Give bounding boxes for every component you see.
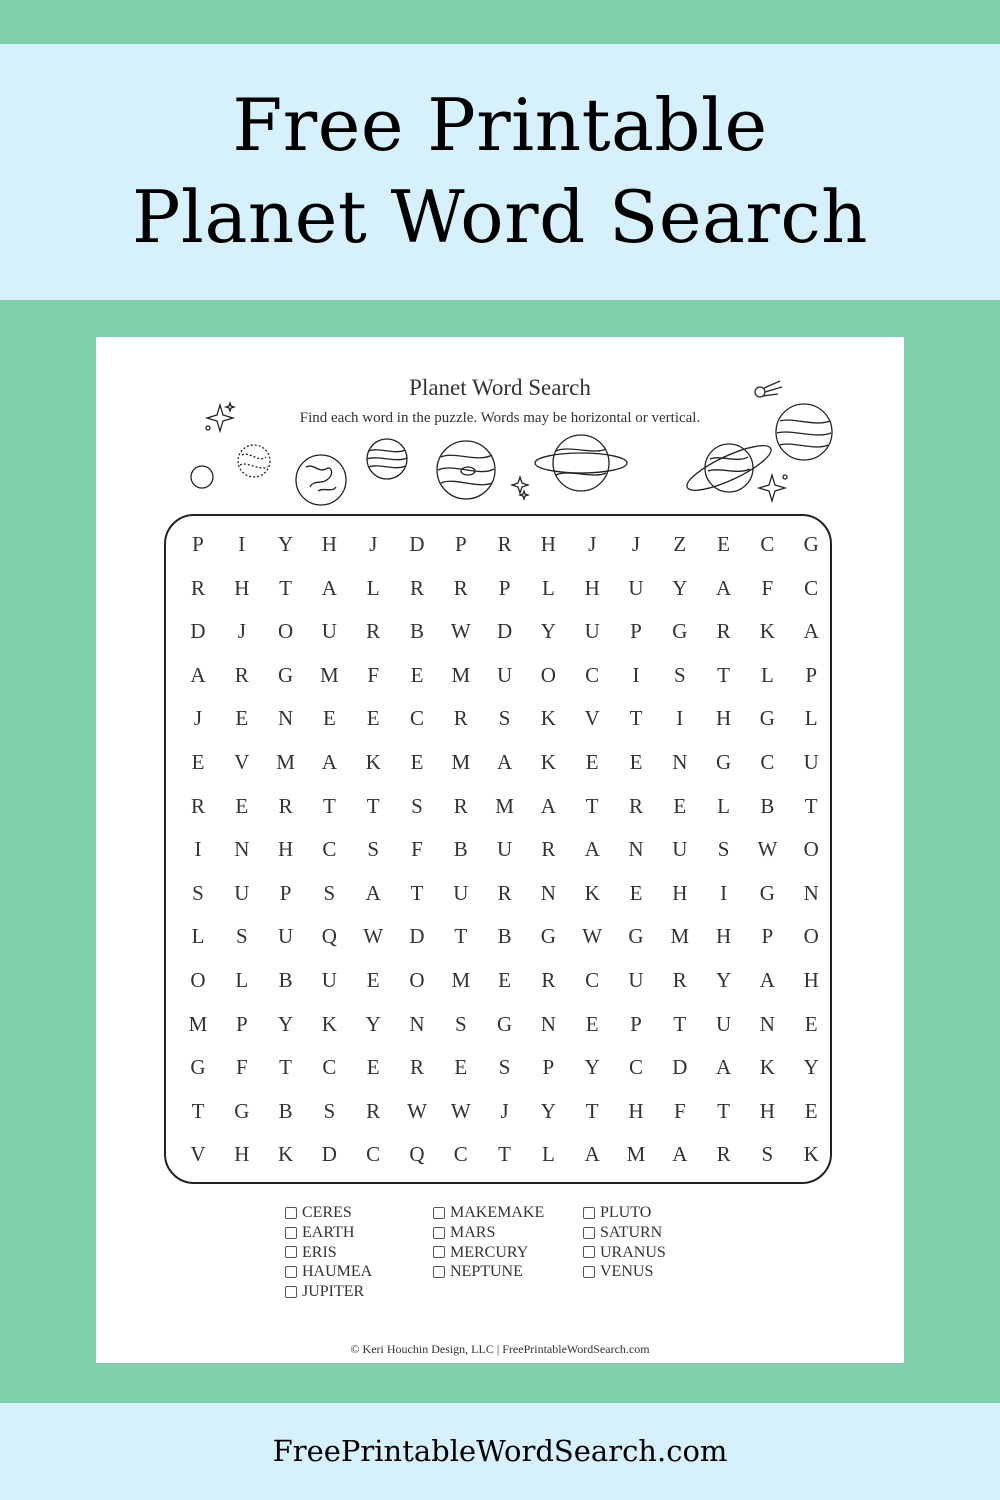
worksheet <box>96 337 904 1363</box>
grid-letter: W <box>450 1098 471 1123</box>
grid-letter: H <box>716 706 732 731</box>
grid-letter: M <box>188 1011 208 1036</box>
grid-letter: E <box>629 880 643 905</box>
grid-letter: P <box>235 1011 248 1036</box>
grid-letter: T <box>366 793 380 818</box>
grid-letter: A <box>759 968 775 992</box>
grid-letter: R <box>672 968 687 992</box>
word-item <box>433 1262 544 1282</box>
grid-letter: L <box>717 793 730 818</box>
grid-letter: K <box>584 880 600 905</box>
grid-letter: H <box>278 837 294 862</box>
grid-letter: C <box>804 575 819 600</box>
grid-letter: F <box>367 662 380 687</box>
grid-letter: A <box>716 575 732 600</box>
grid-letter: N <box>234 837 250 862</box>
word-label: URANUS <box>600 1243 666 1261</box>
grid-letter: T <box>717 1098 730 1123</box>
grid-letter: R <box>628 793 643 818</box>
word-checkbox[interactable] <box>583 1207 595 1219</box>
grid-letter: M <box>626 1142 646 1167</box>
grid-letter: E <box>191 750 205 774</box>
grid-letter: C <box>585 968 600 992</box>
grid-letter: P <box>192 532 204 556</box>
grid-letter: U <box>628 968 644 992</box>
grid-letter: T <box>717 662 730 687</box>
grid-letter: H <box>584 575 600 600</box>
grid-letter: T <box>279 1055 292 1080</box>
grid-letter: A <box>584 1142 600 1167</box>
grid-letter: V <box>190 1142 206 1167</box>
word-column <box>433 1203 544 1282</box>
grid-letter: H <box>321 532 337 556</box>
site-url: FreePrintableWordSearch.com <box>272 1434 728 1468</box>
grid-letter: C <box>453 1142 468 1167</box>
grid-letter: L <box>191 924 205 949</box>
grid-letter: G <box>278 662 294 687</box>
grid-letter: S <box>454 1011 467 1036</box>
grid-letter: B <box>278 968 293 992</box>
grid-letter: U <box>234 880 250 905</box>
grid-letter: G <box>628 924 644 949</box>
grid-letter: F <box>411 837 423 862</box>
grid-letter: G <box>190 1055 206 1080</box>
word-checkbox[interactable] <box>433 1246 445 1258</box>
grid-letter: T <box>454 924 468 949</box>
grid-letter: E <box>410 750 424 774</box>
grid-letter: C <box>409 706 424 731</box>
striped-planet-icon <box>367 439 407 479</box>
grid-letter: U <box>628 575 644 600</box>
grid-letter: C <box>366 1142 381 1167</box>
grid-letter: G <box>759 706 775 731</box>
letter-grid <box>164 514 832 1184</box>
grid-letter: N <box>803 880 819 905</box>
grid-letter: T <box>585 1098 599 1123</box>
grid-letter: E <box>410 662 424 687</box>
header-title-line-2: Planet Word Search <box>131 175 869 259</box>
grid-letter: P <box>630 1011 642 1036</box>
sparkle-icon <box>759 475 787 501</box>
planet-illustrations <box>96 337 904 517</box>
grid-letter: I <box>632 662 640 687</box>
grid-letter: N <box>540 1011 556 1036</box>
grid-letter: A <box>321 575 337 600</box>
word-item <box>285 1223 372 1243</box>
header-banner <box>0 44 1000 300</box>
word-label: PLUTO <box>600 1203 652 1221</box>
grid-letter: U <box>716 1011 732 1036</box>
grid-letter: T <box>629 706 643 731</box>
grid-letter: J <box>369 532 378 556</box>
word-checkbox[interactable] <box>433 1266 445 1278</box>
grid-letter: T <box>804 793 818 818</box>
grid-letter: E <box>585 1011 599 1036</box>
grid-letter: R <box>190 793 205 818</box>
grid-letter: A <box>321 750 337 774</box>
word-checkbox[interactable] <box>285 1286 297 1298</box>
grid-letter: G <box>672 619 688 644</box>
grid-letter: H <box>628 1098 644 1123</box>
grid-letter: U <box>453 880 469 905</box>
grid-letter: T <box>673 1011 687 1036</box>
grid-letter: Y <box>540 619 556 644</box>
grid-letter: P <box>498 575 511 600</box>
grid-letter: A <box>672 1142 688 1167</box>
word-label: MARS <box>450 1223 496 1241</box>
grid-letter: O <box>190 968 206 992</box>
grid-letter: A <box>365 880 381 905</box>
grid-letter: S <box>673 662 686 687</box>
grid-letter: E <box>717 532 730 556</box>
grid-letter: P <box>630 619 642 644</box>
grid-letter: I <box>194 837 202 862</box>
grid-letter: K <box>759 619 775 644</box>
word-item <box>433 1203 544 1223</box>
sparkle-icon <box>512 477 528 499</box>
word-label: SATURN <box>600 1223 663 1241</box>
grid-letter: C <box>585 662 600 687</box>
grid-letter: A <box>584 837 600 862</box>
grid-letter: R <box>366 1098 381 1123</box>
grid-letter: J <box>237 619 246 644</box>
word-item <box>285 1262 372 1282</box>
grid-letter: U <box>497 837 513 862</box>
grid-letter: C <box>760 532 775 556</box>
grid-letter: W <box>363 924 384 949</box>
grid-letter: H <box>716 924 732 949</box>
grid-letter: Q <box>321 924 337 949</box>
grid-letter: G <box>234 1098 250 1123</box>
grid-letter: B <box>497 924 512 949</box>
grid-letter: E <box>498 968 511 992</box>
grid-letter: J <box>588 532 597 556</box>
grid-letter: O <box>803 837 819 862</box>
grid-letter: U <box>803 750 819 774</box>
grid-letter: I <box>720 880 728 905</box>
grid-letter: N <box>540 880 556 905</box>
word-item <box>285 1203 372 1223</box>
word-label: MERCURY <box>450 1243 529 1261</box>
grid-letter: N <box>672 750 688 774</box>
grid-letter: U <box>584 619 600 644</box>
grid-letter: E <box>235 706 249 731</box>
grid-letter: M <box>495 793 514 818</box>
grid-letter: E <box>585 750 599 774</box>
grid-letter: R <box>409 575 424 600</box>
grid-letter: E <box>454 1055 468 1080</box>
small-moon-icon <box>191 466 213 488</box>
copyright-note: © Keri Houchin Design, LLC | FreePrintableWordSearch.com <box>350 1342 650 1356</box>
grid-letter: K <box>365 750 381 774</box>
grid-letter: J <box>500 1098 509 1123</box>
grid-letter: K <box>759 1055 775 1080</box>
grid-letter: R <box>716 619 731 644</box>
grid-letter: I <box>238 532 246 556</box>
grid-letter: O <box>540 662 556 687</box>
grid-letter: E <box>804 1098 818 1123</box>
grid-letter: B <box>278 1098 293 1123</box>
word-item <box>433 1243 544 1263</box>
grid-letter: T <box>498 1142 511 1167</box>
grid-letter: E <box>235 793 249 818</box>
grid-letter: E <box>366 968 380 992</box>
jupiter-icon <box>437 441 495 499</box>
grid-letter: B <box>409 619 424 644</box>
grid-letter: M <box>451 968 471 992</box>
grid-letter: J <box>631 532 641 556</box>
grid-letter: J <box>193 706 203 731</box>
grid-letter: K <box>803 1142 819 1167</box>
grid-letter: K <box>540 706 556 731</box>
grid-letter: R <box>234 662 249 687</box>
word-item <box>433 1223 544 1243</box>
grid-letter: L <box>235 968 249 992</box>
grid-letter: R <box>453 793 468 818</box>
worksheet-title: Planet Word Search <box>409 375 591 400</box>
grid-letter: A <box>540 793 556 818</box>
word-column <box>583 1203 666 1282</box>
grid-letter: L <box>804 706 818 731</box>
grid-letter: Y <box>803 1055 819 1080</box>
grid-letter: T <box>410 880 424 905</box>
grid-letter: W <box>582 924 603 949</box>
word-checkbox[interactable] <box>583 1246 595 1258</box>
grid-letter: H <box>672 880 688 905</box>
grid-letter: S <box>192 880 204 905</box>
grid-letter: W <box>757 837 778 862</box>
grid-letter: T <box>585 793 599 818</box>
grid-letter: S <box>235 924 248 949</box>
grid-letter: S <box>367 837 380 862</box>
grid-letter: G <box>759 880 775 905</box>
word-item <box>285 1282 372 1302</box>
grid-letter: L <box>366 575 380 600</box>
word-checkbox[interactable] <box>433 1227 445 1239</box>
grid-letter: T <box>279 575 292 600</box>
grid-letter: H <box>234 1142 250 1167</box>
grid-letter: E <box>629 750 643 774</box>
grid-letter: K <box>540 750 556 774</box>
grid-letter: Y <box>584 1055 600 1080</box>
grid-letter: H <box>234 575 250 600</box>
grid-letter: R <box>541 837 556 862</box>
grid-letter: R <box>453 706 468 731</box>
word-label: ERIS <box>302 1243 337 1261</box>
grid-letter: Z <box>673 532 687 556</box>
grid-letter: S <box>323 880 336 905</box>
word-label: CERES <box>302 1203 352 1221</box>
grid-letter: V <box>234 750 250 774</box>
grid-letter: L <box>541 1142 555 1167</box>
word-label: NEPTUNE <box>450 1263 523 1281</box>
grid-letter: G <box>540 924 556 949</box>
grid-letter: N <box>278 706 294 731</box>
grid-letter: F <box>235 1055 248 1080</box>
grid-letter: R <box>366 619 381 644</box>
grid-letter: C <box>322 1055 337 1080</box>
grid-letter: L <box>541 575 555 600</box>
grid-letter: O <box>803 924 819 949</box>
grid-letter: R <box>497 880 512 905</box>
grid-letter: C <box>760 750 775 774</box>
word-item <box>583 1223 666 1243</box>
word-item <box>285 1243 372 1263</box>
grid-letter: R <box>541 968 556 992</box>
grid-letter: P <box>454 532 467 556</box>
grid-letter: H <box>540 532 556 556</box>
grid-letter: K <box>278 1142 294 1167</box>
grid-letter: E <box>804 1011 818 1036</box>
word-item <box>583 1243 666 1263</box>
grid-letter: H <box>803 968 819 992</box>
word-column <box>285 1203 372 1302</box>
grid-letter: U <box>321 968 337 992</box>
grid-letter: M <box>451 662 471 687</box>
word-checkbox[interactable] <box>285 1266 297 1278</box>
grid-letter: P <box>805 662 818 687</box>
grid-letter: C <box>322 837 337 862</box>
word-item <box>583 1203 666 1223</box>
grid-letter: D <box>409 924 425 949</box>
worksheet-instructions: Find each word in the puzzle. Words may be horizontal or vertical. <box>299 410 701 426</box>
grid-letter: E <box>322 706 336 731</box>
grid-letter: T <box>322 793 336 818</box>
word-label: MAKEMAKE <box>450 1203 545 1221</box>
grid-letter: A <box>497 750 513 774</box>
grid-letter: Y <box>716 968 732 992</box>
grid-letter: O <box>409 968 425 992</box>
grid-letter: W <box>407 1098 427 1123</box>
word-checkbox[interactable] <box>285 1246 297 1258</box>
footer-banner <box>0 1403 1000 1500</box>
grid-letter: U <box>497 662 513 687</box>
grid-letter: E <box>366 706 380 731</box>
grid-letter: N <box>628 837 644 862</box>
grid-letter: S <box>498 706 511 731</box>
grid-letter: S <box>411 793 423 818</box>
grid-letter: Q <box>409 1142 425 1167</box>
grid-letter: D <box>497 619 513 644</box>
word-label: JUPITER <box>302 1283 365 1301</box>
grid-letter: W <box>450 619 471 644</box>
grid-letter: B <box>760 793 775 818</box>
grid-letter: R <box>409 1055 424 1080</box>
grid-letter: O <box>278 619 294 644</box>
grid-letter: R <box>190 575 205 600</box>
grid-letter: R <box>453 575 468 600</box>
grid-letter: U <box>278 924 294 949</box>
grid-letter: P <box>761 924 774 949</box>
grid-letter: Y <box>278 532 294 556</box>
grid-letter: B <box>453 837 468 862</box>
grid-letter: Y <box>540 1098 556 1123</box>
word-label: HAUMEA <box>302 1263 373 1281</box>
grid-letter: F <box>761 575 774 600</box>
grid-letter: K <box>321 1011 337 1036</box>
grid-letter: M <box>451 750 471 774</box>
grid-letter: D <box>190 619 206 644</box>
grid-letter: V <box>584 706 600 731</box>
grid-letter: Y <box>365 1011 381 1036</box>
grid-letter: R <box>278 793 293 818</box>
grid-letter: S <box>498 1055 511 1080</box>
grid-letter: P <box>542 1055 555 1080</box>
grid-letter: U <box>672 837 688 862</box>
grid-letter: I <box>676 706 684 731</box>
grid-letter: A <box>716 1055 732 1080</box>
grid-letter: N <box>409 1011 425 1036</box>
grid-letter: M <box>320 662 339 687</box>
saturn-icon <box>535 435 627 491</box>
grid-letter: G <box>716 750 732 774</box>
grid-letter: A <box>803 619 819 644</box>
grid-letter: E <box>673 793 687 818</box>
word-checkbox[interactable] <box>285 1227 297 1239</box>
word-label: EARTH <box>302 1223 355 1241</box>
grid-letter: Y <box>278 1011 294 1036</box>
grid-letter: U <box>321 619 337 644</box>
grid-letter: S <box>323 1098 336 1123</box>
earth-icon <box>296 455 346 505</box>
grid-letter: M <box>276 750 295 774</box>
word-item <box>583 1262 666 1282</box>
header-title-line-1: Free Printable <box>232 83 768 167</box>
grid-letter: M <box>670 924 690 949</box>
grid-letter: L <box>760 662 774 687</box>
grid-letter: D <box>672 1055 688 1080</box>
word-checkbox[interactable] <box>583 1266 595 1278</box>
grid-letter: Y <box>672 575 688 600</box>
grid-letter: D <box>321 1142 337 1167</box>
grid-letter: C <box>628 1055 643 1080</box>
grid-letter: F <box>673 1098 686 1123</box>
grid-letter: E <box>366 1055 380 1080</box>
grid-letter: G <box>803 532 819 556</box>
grid-letter: P <box>279 880 292 905</box>
grid-letter: N <box>759 1011 775 1036</box>
grid-letter: A <box>190 662 206 687</box>
grid-letter: R <box>716 1142 731 1167</box>
grid-letter: S <box>717 837 730 862</box>
grid-letter: R <box>497 532 512 556</box>
grid-letter: S <box>761 1142 774 1167</box>
grid-letter: T <box>191 1098 205 1123</box>
grid-letter: G <box>497 1011 513 1036</box>
word-checkbox[interactable] <box>583 1227 595 1239</box>
word-label: VENUS <box>600 1263 654 1281</box>
dotted-planet-icon <box>238 445 270 477</box>
grid-letter: D <box>409 532 425 556</box>
word-checkbox[interactable] <box>433 1207 445 1219</box>
grid-letter: H <box>759 1098 775 1123</box>
word-checkbox[interactable] <box>285 1207 297 1219</box>
